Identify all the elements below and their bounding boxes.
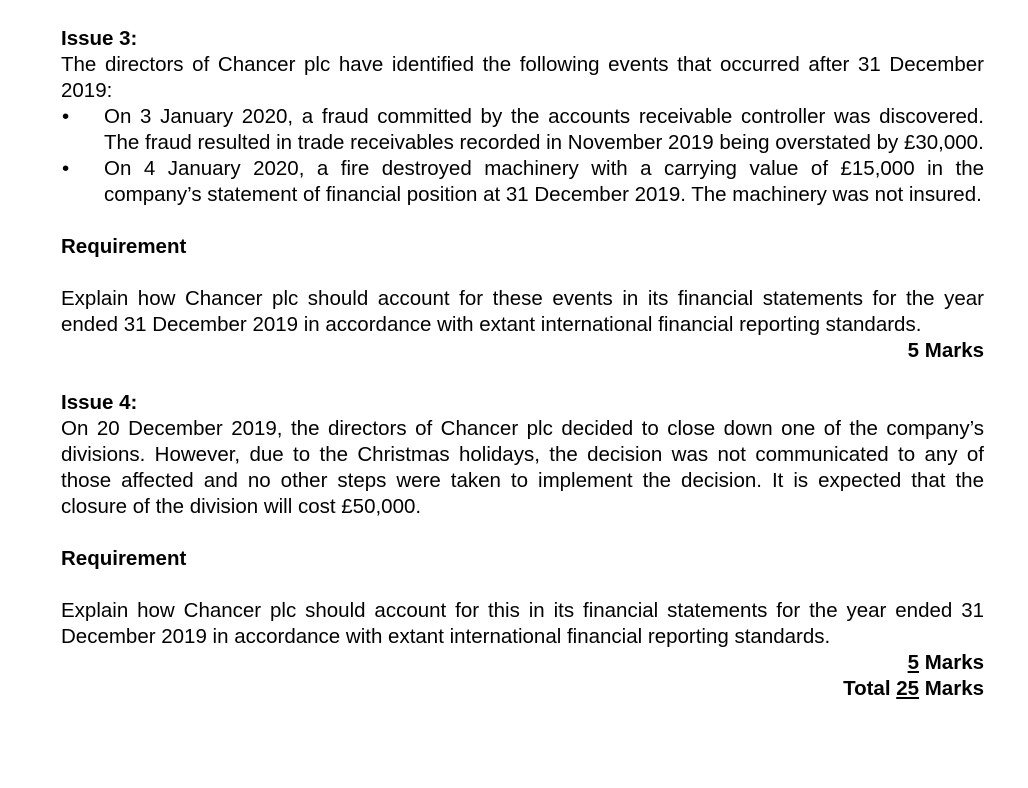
issue-4-requirement-heading: Requirement <box>61 547 187 570</box>
issue-4-body: On 20 December 2019, the directors of Chancer plc decided to close down one of the company’s divisions. However, due to the Christmas holidays, the decision was not communicated to any of those affected and no other steps were taken to implement the decision. It is expected that the closure of the division will cost £50,000. <box>61 417 984 518</box>
total-label: Total <box>843 677 891 700</box>
issue-4-marks <box>61 650 984 676</box>
issue-3-requirement-text: Explain how Chancer plc should account for these events in its financial statements for the year ended 31 December 2019 in accordance with extant international financial reporting standards. <box>61 287 984 336</box>
spacer <box>61 572 984 598</box>
bullet-icon: • <box>62 157 70 180</box>
spacer <box>61 364 984 390</box>
bullet-icon: • <box>62 105 70 128</box>
issue-3-intro: The directors of Chancer plc have identified the following events that occurred after 31 December 2019: <box>61 53 984 102</box>
total-value: 25 <box>896 677 920 700</box>
total-marks <box>61 676 984 702</box>
list-item <box>61 156 984 208</box>
issue-4-requirement-text: Explain how Chancer plc should account for this in its financial statements for the year ended 31 December 2019 in accordance with extant international financial reporting standards. <box>61 599 984 648</box>
issue-3-requirement-heading: Requirement <box>61 235 187 258</box>
list-item <box>61 104 984 156</box>
issue-4-marks-label: Marks <box>924 651 984 674</box>
issue-4-heading: Issue 4: <box>61 391 138 414</box>
bullet-text: On 4 January 2020, a fire destroyed machinery with a carrying value of £15,000 in the company’s statement of financial position at 31 December 2019. The machinery was not insured. <box>104 157 984 206</box>
spacer <box>61 260 984 286</box>
issue-3-heading: Issue 3: <box>61 27 138 50</box>
issue-4-marks-value: 5 <box>907 651 920 674</box>
bullet-text: On 3 January 2020, a fraud committed by the accounts receivable controller was discovered. The fraud resulted in trade receivables recorded in November 2019 being overstated by £30,000. <box>104 105 984 154</box>
issue-3-bullet-list <box>61 104 984 208</box>
issue-3-marks: 5 Marks <box>907 339 984 362</box>
spacer <box>61 208 984 234</box>
total-unit: Marks <box>924 677 984 700</box>
document-page <box>61 26 984 702</box>
spacer <box>61 520 984 546</box>
